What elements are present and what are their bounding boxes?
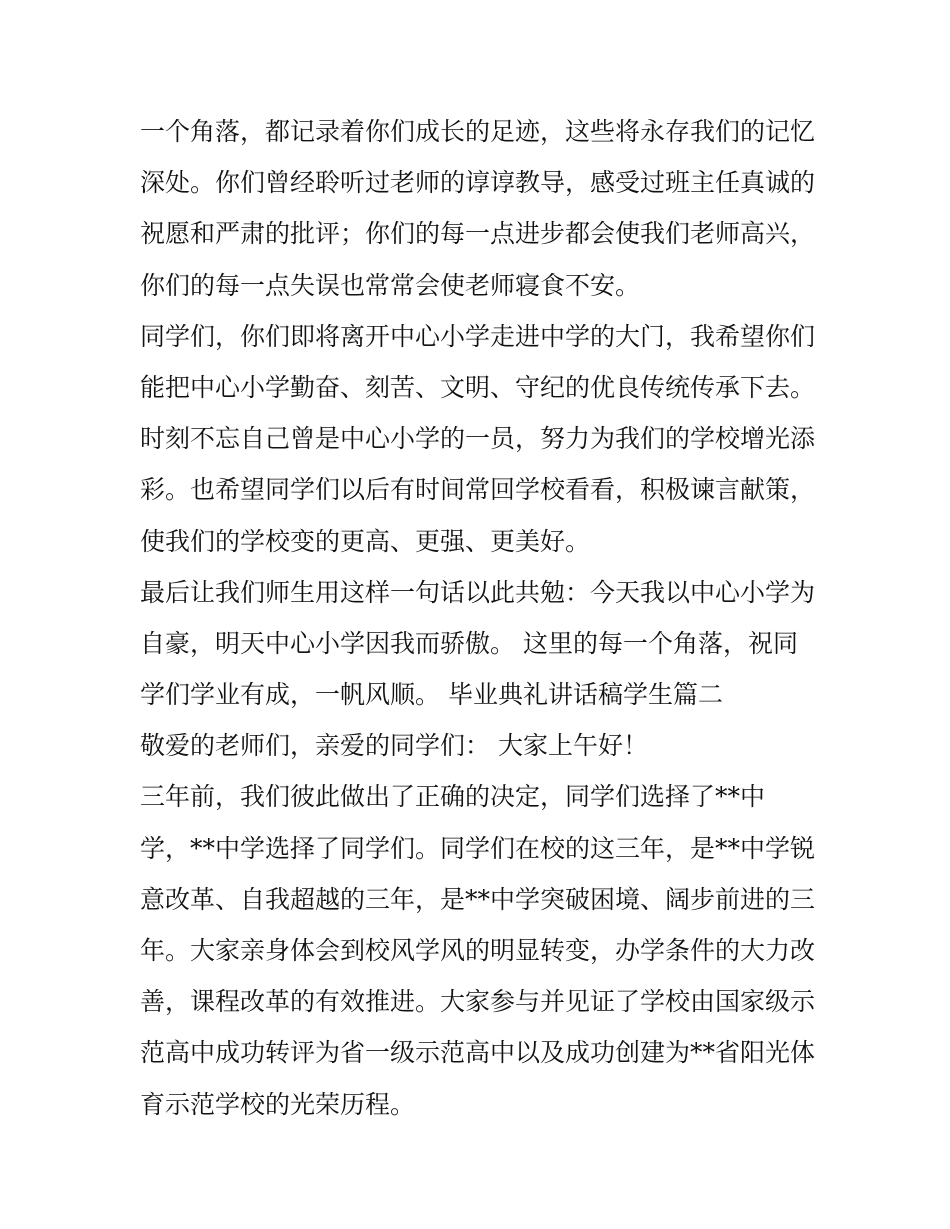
text-line: 自豪，明天中心小学因我而骄傲。 这里的每一个角落，祝同 <box>140 628 798 658</box>
text-line: 育示范学校的光荣历程。 <box>140 1089 416 1119</box>
text-line: 你们的每一点失误也常常会使老师寝食不安。 <box>140 270 641 300</box>
text-line: 年。大家亲身体会到校风学风的明显转变，办学条件的大力改 <box>140 936 816 965</box>
text-line: 祝愿和严肃的批评；你们的每一点进步都会使我们老师高兴， <box>140 219 816 249</box>
text-line: 深处。你们曾经聆听过老师的谆谆教导，感受过班主任真诚的 <box>140 168 816 198</box>
text-line: 彩。也希望同学们以后有时间常回学校看看，积极谏言献策， <box>140 475 816 505</box>
text-line: 一个角落，都记录着你们成长的足迹，这些将永存我们的记忆 <box>140 117 816 146</box>
text-line: 最后让我们师生用这样一句话以此共勉：今天我以中心小学为 <box>140 577 816 607</box>
text-line: 学，**中学选择了同学们。同学们在校的这三年，是**中学锐 <box>140 833 816 863</box>
text-line: 时刻不忘自己曾是中心小学的一员，努力为我们的学校增光添 <box>140 424 816 454</box>
text-line: 善，课程改革的有效推进。大家参与并见证了学校由国家级示 <box>140 987 816 1017</box>
text-line: 学们学业有成，一帆风顺。 毕业典礼讲话稿学生篇二 <box>140 680 723 710</box>
text-line: 范高中成功转评为省一级示范高中以及成功创建为**省阳光体 <box>140 1038 816 1068</box>
text-line: 同学们，你们即将离开中心小学走进中学的大门，我希望你们 <box>140 321 816 351</box>
text-line: 三年前，我们彼此做出了正确的决定，同学们选择了**中 <box>140 782 766 812</box>
text-line: 意改革、自我超越的三年，是**中学突破困境、阔步前进的三 <box>140 884 816 914</box>
document-body <box>140 106 820 1130</box>
text-line: 使我们的学校变的更高、更强、更美好。 <box>140 526 591 556</box>
text-line: 敬爱的老师们，亲爱的同学们： 大家上午好！ <box>140 731 648 761</box>
text-line: 能把中心小学勤奋、刻苦、文明、守纪的优良传统传承下去。 <box>140 372 816 402</box>
